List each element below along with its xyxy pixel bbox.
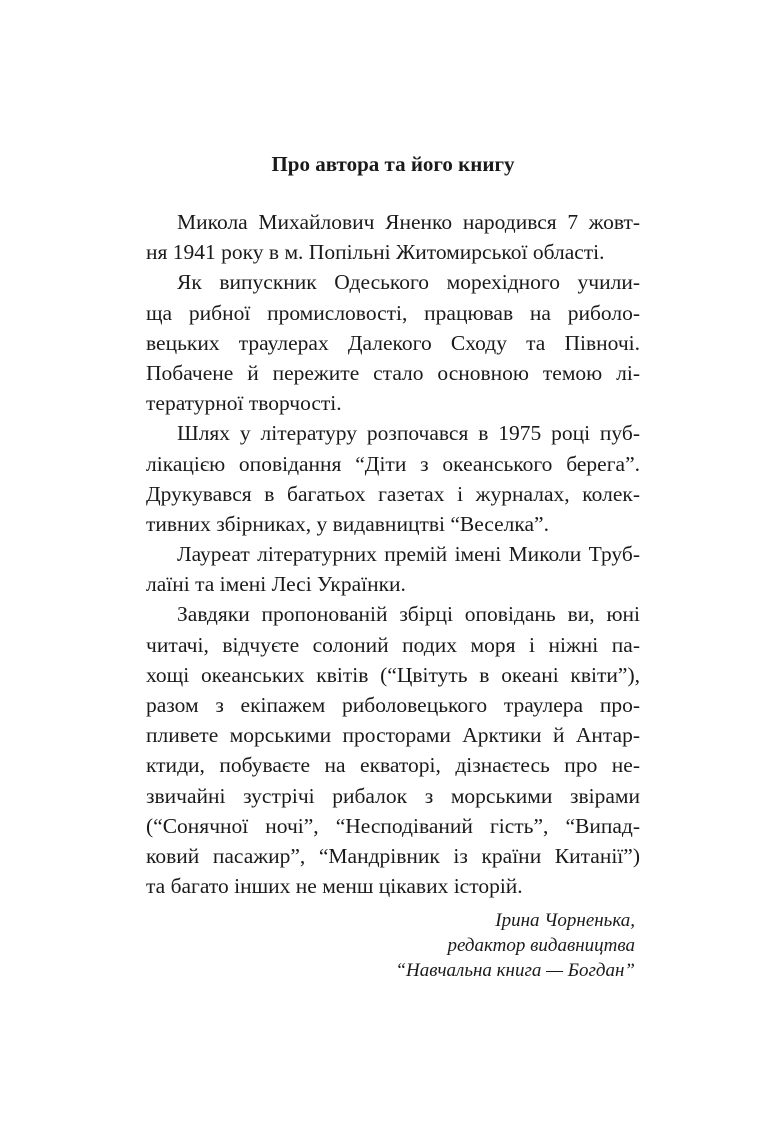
- text-line: тивних збірниках, у видавництві “Веселка”.: [146, 511, 549, 536]
- text-line: разом з екіпажем риболовецького траулера про-: [146, 693, 640, 717]
- text-line: тературної творчості.: [146, 391, 342, 416]
- text-line: Микола Михайлович Яненко народився 7 жовт-: [177, 210, 640, 234]
- text-line: ня 1941 року в м. Попільні Житомирської області.: [146, 240, 605, 265]
- text-line: лаїні та імені Лесі Українки.: [146, 572, 406, 597]
- text-line: ктиди, побуваєте на екваторі, дізнаєтесь про не-: [146, 753, 640, 778]
- signature-role: редактор видавництва: [447, 935, 635, 957]
- text-line: хощі океанських квітів (“Цвітуть в океані квіти”),: [146, 662, 640, 687]
- text-line: ковий пасажир”, “Мандрівник із країни Китанії”): [146, 843, 640, 868]
- text-line: (“Сонячної ночі”, “Несподіваний гість”, “Випад-: [146, 813, 640, 838]
- text-line: Завдяки пропонованій збірці оповідань ви, юні: [177, 602, 640, 627]
- text-line: Як випускник Одеського морехідного учили-: [177, 270, 640, 295]
- signature-publisher: “Навчальна книга — Богдан”: [395, 960, 635, 982]
- text-line: звичайні зустрічі рибалок з морськими звірами: [146, 783, 640, 808]
- signature-block: [146, 908, 640, 983]
- text-line: вецьких траулерах Далекого Сходу та Півночі.: [146, 330, 640, 355]
- body-text: [146, 207, 640, 901]
- page-title: Про автора та його книгу: [271, 152, 515, 176]
- text-line: лікацією оповідання “Діти з океанського берега”.: [146, 451, 640, 476]
- text-line: Шлях у літературу розпочався в 1975 році пуб-: [177, 421, 640, 446]
- page: [146, 150, 640, 983]
- text-line: читачі, відчуєте солоний подих моря і ніжні па-: [146, 632, 640, 657]
- text-line: пливете морськими просторами Арктики й Антар-: [146, 723, 640, 748]
- text-line: Друкувався в багатьох газетах і журналах, колек-: [146, 481, 640, 506]
- signature-name: Ірина Чорненька,: [495, 910, 635, 932]
- text-line: Побачене й пережите стало основною темою лі-: [146, 360, 640, 385]
- text-line: та багато інших не менш цікавих історій.: [146, 874, 523, 899]
- text-line: ща рибної промисловості, працював на риболо-: [146, 300, 640, 325]
- text-line: Лауреат літературних премій імені Миколи Труб-: [177, 542, 640, 567]
